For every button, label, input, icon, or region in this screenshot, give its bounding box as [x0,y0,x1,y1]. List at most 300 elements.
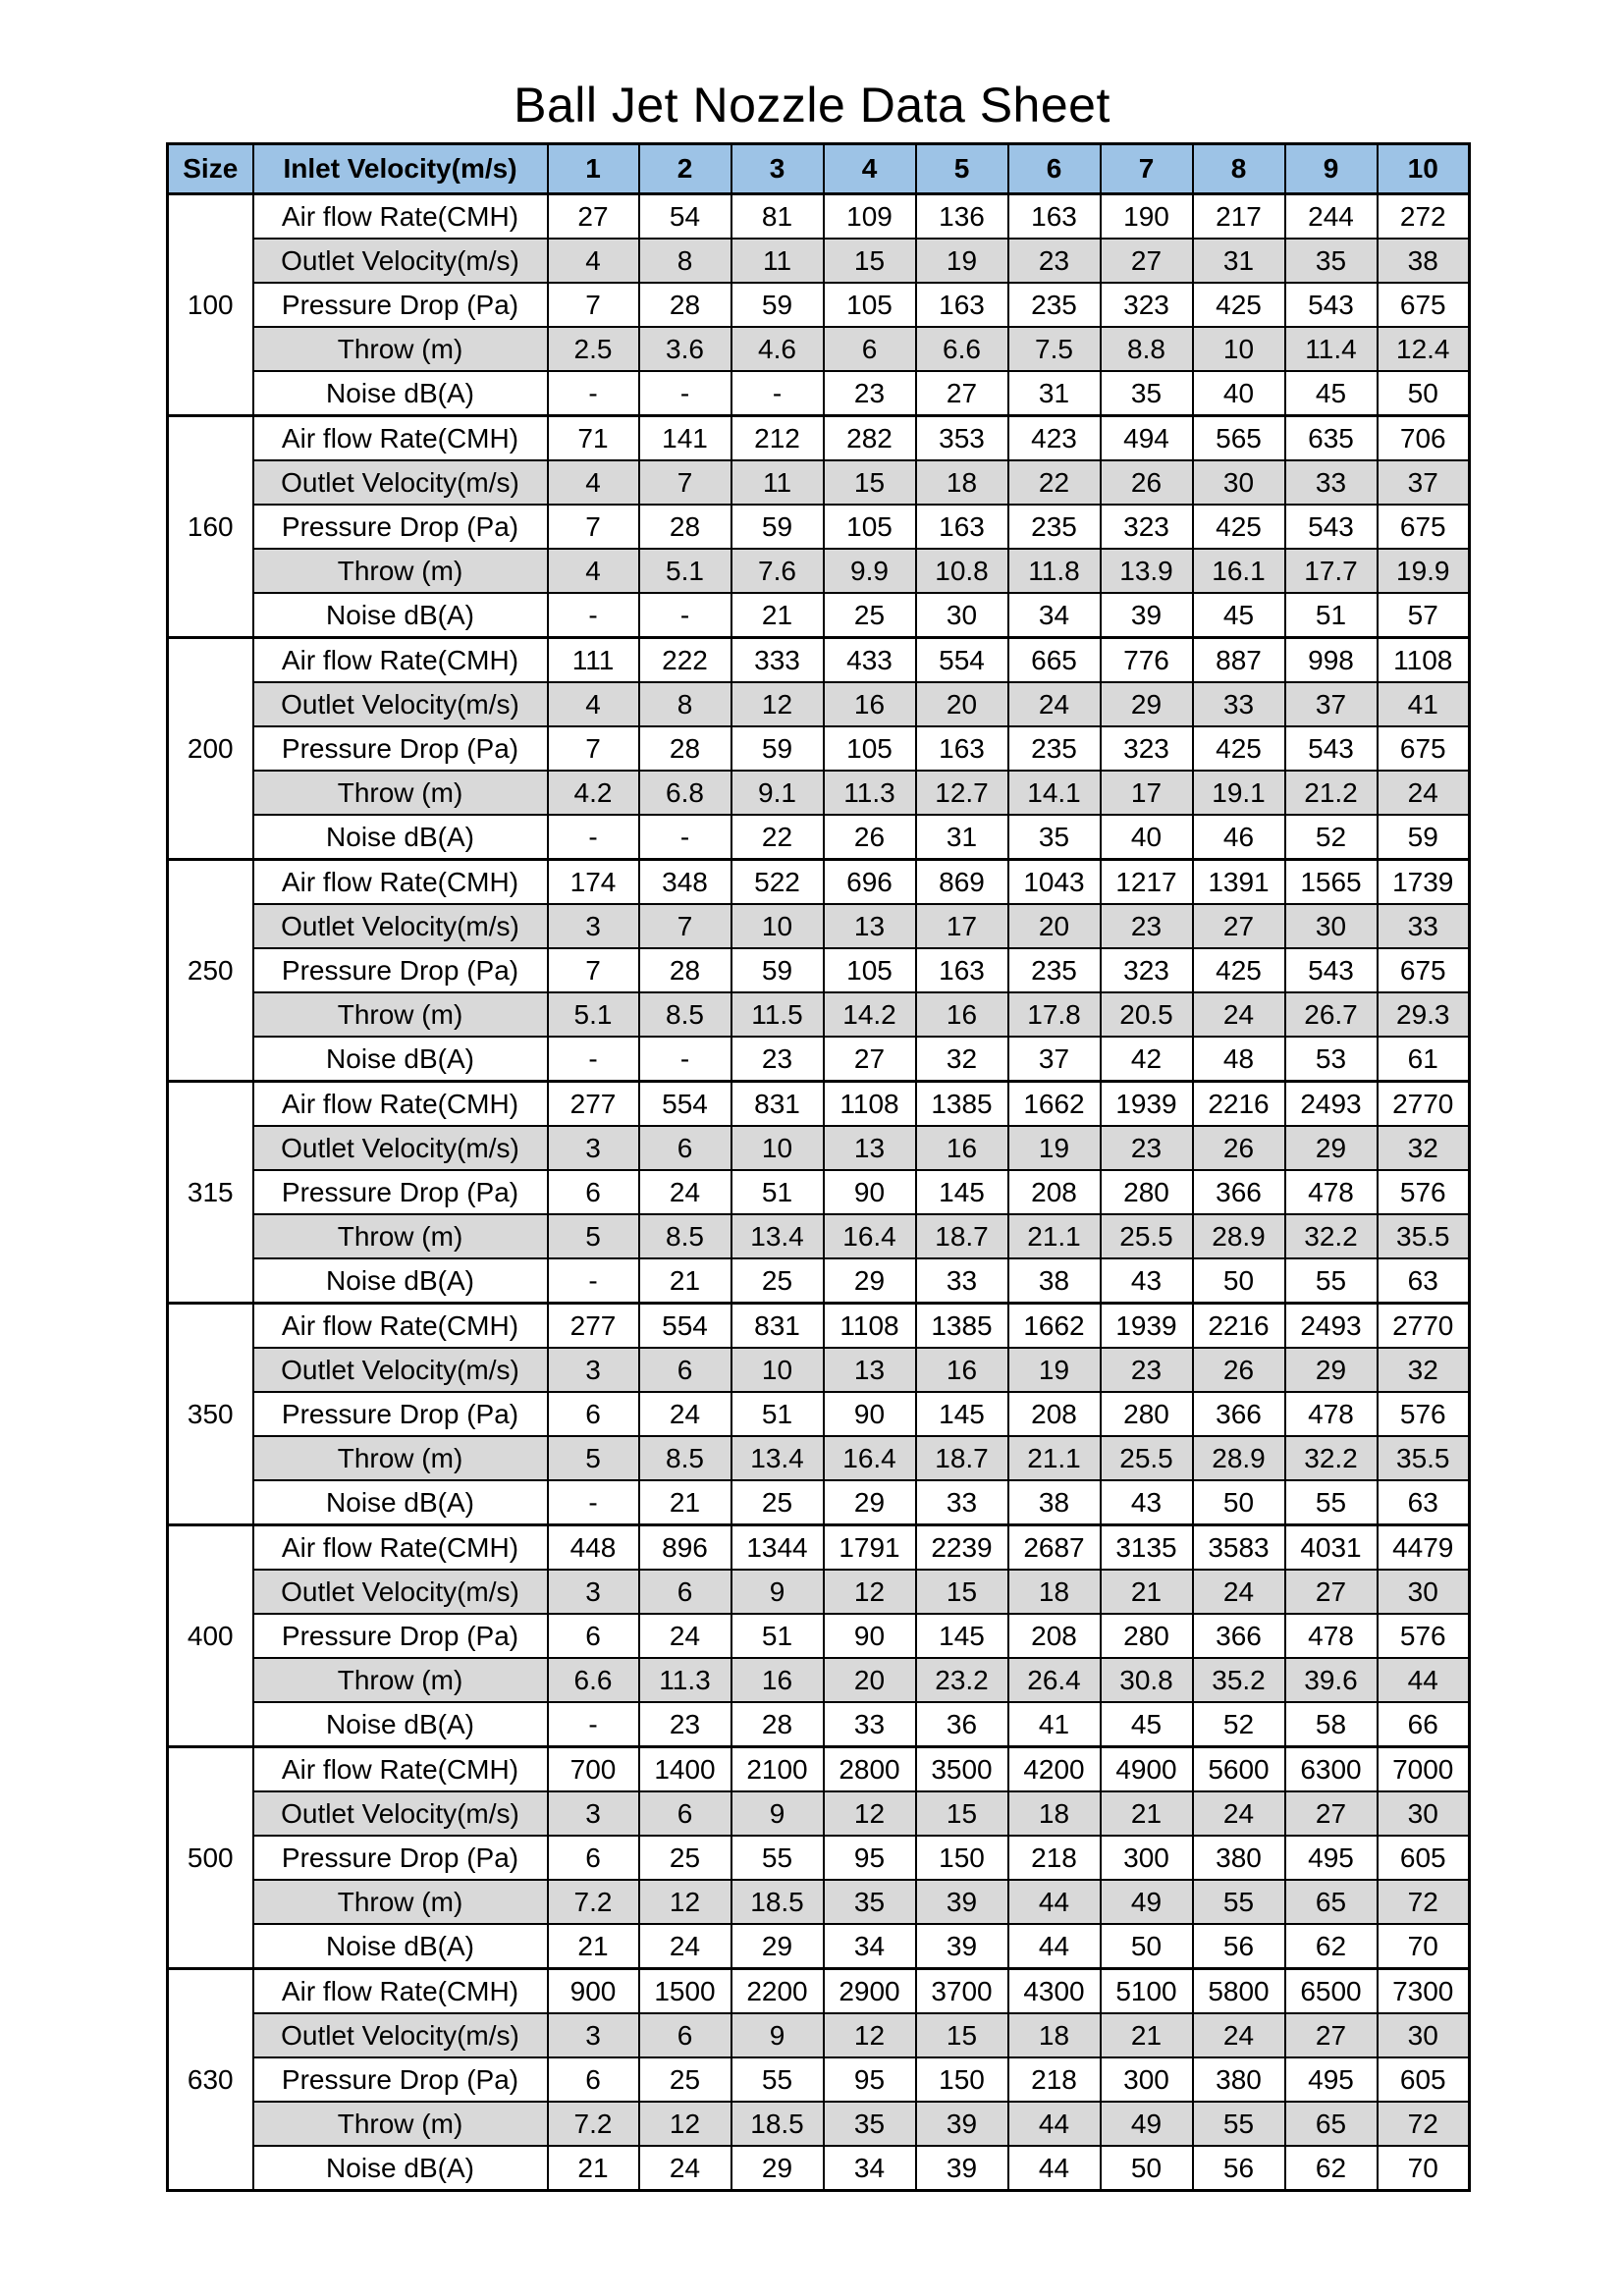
value-cell: 190 [1101,194,1193,240]
value-cell: 2770 [1378,1304,1470,1349]
parameter-label: Outlet Velocity(m/s) [253,1570,548,1614]
value-cell: 21 [1101,2013,1193,2057]
table-row [168,1525,1470,1571]
value-cell: 29 [824,1480,916,1525]
value-cell: 277 [548,1082,639,1127]
table-row [168,1126,1470,1170]
value-cell: 494 [1101,416,1193,461]
table-row [168,505,1470,549]
value-cell: 11.3 [639,1658,731,1702]
value-cell: 23 [639,1702,731,1747]
value-cell: 543 [1285,283,1378,327]
value-cell: 2493 [1285,1304,1378,1349]
value-cell: 34 [824,1924,916,1969]
value-cell: 56 [1193,1924,1285,1969]
value-cell: 12 [824,2013,916,2057]
table-row [168,1082,1470,1127]
value-cell: 6 [639,1126,731,1170]
parameter-label: Pressure Drop (Pa) [253,283,548,327]
value-cell: 111 [548,638,639,683]
value-cell: 896 [639,1525,731,1571]
value-cell: 706 [1378,416,1470,461]
value-cell: 24 [1378,771,1470,815]
value-cell: 25 [731,1258,824,1304]
value-cell: 208 [1008,1614,1101,1658]
value-cell: 478 [1285,1170,1378,1214]
value-cell: 61 [1378,1037,1470,1082]
value-cell: 14.2 [824,992,916,1037]
value-cell: 49 [1101,2102,1193,2146]
parameter-label: Air flow Rate(CMH) [253,1525,548,1571]
value-cell: 218 [1008,2057,1101,2102]
value-cell: 20 [916,682,1008,726]
value-cell: 675 [1378,283,1470,327]
parameter-label: Air flow Rate(CMH) [253,194,548,240]
value-cell: 21 [639,1258,731,1304]
value-cell: 35 [1101,371,1193,416]
value-cell: 55 [731,2057,824,2102]
value-cell: 11.3 [824,771,916,815]
value-cell: 4479 [1378,1525,1470,1571]
value-cell: 32.2 [1285,1436,1378,1480]
value-cell: 425 [1193,505,1285,549]
value-cell: 3135 [1101,1525,1193,1571]
value-cell: 55 [1193,1880,1285,1924]
page-title: Ball Jet Nozzle Data Sheet [514,78,1110,133]
value-cell: 272 [1378,194,1470,240]
value-cell: 22 [1008,460,1101,505]
value-cell: 3500 [916,1747,1008,1792]
value-cell: 2.5 [548,327,639,371]
value-cell: 30 [1378,1791,1470,1836]
value-cell: 53 [1285,1037,1378,1082]
value-cell: 576 [1378,1614,1470,1658]
value-cell: 18.5 [731,1880,824,1924]
value-cell: 163 [916,948,1008,992]
value-cell: 3.6 [639,327,731,371]
value-cell: 366 [1193,1614,1285,1658]
value-cell: 34 [824,2146,916,2191]
value-cell: 41 [1378,682,1470,726]
value-cell: 665 [1008,638,1101,683]
size-cell: 630 [168,1969,253,2191]
parameter-label: Outlet Velocity(m/s) [253,460,548,505]
table-row [168,726,1470,771]
value-cell: 7.2 [548,2102,639,2146]
value-cell: 6 [639,2013,731,2057]
value-cell: 17 [1101,771,1193,815]
value-cell: 35.2 [1193,1658,1285,1702]
value-cell: 366 [1193,1170,1285,1214]
value-cell: 218 [1008,1836,1101,1880]
parameter-label: Noise dB(A) [253,1702,548,1747]
value-cell: 35 [1008,815,1101,860]
value-cell: 6.8 [639,771,731,815]
value-cell: 24 [1193,992,1285,1037]
value-cell: 16.1 [1193,549,1285,593]
parameter-label: Outlet Velocity(m/s) [253,1348,548,1392]
table-row [168,2013,1470,2057]
value-cell: 25 [639,2057,731,2102]
parameter-label: Air flow Rate(CMH) [253,638,548,683]
value-cell: 7 [548,726,639,771]
value-cell: 2216 [1193,1304,1285,1349]
value-cell: 2200 [731,1969,824,2014]
value-cell: 4 [548,549,639,593]
value-cell: 11.5 [731,992,824,1037]
value-cell: 21 [548,2146,639,2191]
value-cell: 109 [824,194,916,240]
value-cell: 2216 [1193,1082,1285,1127]
parameter-label: Throw (m) [253,549,548,593]
value-cell: 244 [1285,194,1378,240]
value-cell: 51 [731,1614,824,1658]
value-cell: 25 [731,1480,824,1525]
table-row [168,194,1470,240]
value-cell: 300 [1101,2057,1193,2102]
value-cell: 18 [1008,1570,1101,1614]
value-cell: 3 [548,2013,639,2057]
table-row [168,860,1470,905]
table-row [168,1570,1470,1614]
value-cell: 3 [548,1570,639,1614]
table-row [168,593,1470,638]
value-cell: 2800 [824,1747,916,1792]
value-cell: 366 [1193,1392,1285,1436]
value-cell: 145 [916,1614,1008,1658]
value-cell: 3583 [1193,1525,1285,1571]
value-cell: 43 [1101,1258,1193,1304]
value-cell: 33 [824,1702,916,1747]
value-cell: 425 [1193,948,1285,992]
value-cell: 32 [1378,1348,1470,1392]
table-row [168,1258,1470,1304]
value-cell: 333 [731,638,824,683]
value-cell: 29 [1285,1348,1378,1392]
value-cell: 675 [1378,726,1470,771]
value-cell: 29 [824,1258,916,1304]
value-cell: 62 [1285,2146,1378,2191]
value-cell: 19 [916,239,1008,283]
value-cell: 34 [1008,593,1101,638]
value-cell: 45 [1101,1702,1193,1747]
value-cell: 70 [1378,2146,1470,2191]
value-cell: 831 [731,1082,824,1127]
value-cell: 10 [731,904,824,948]
value-cell: 23 [1101,904,1193,948]
value-cell: 70 [1378,1924,1470,1969]
value-cell: 1662 [1008,1082,1101,1127]
value-cell: 25 [824,593,916,638]
parameter-label: Throw (m) [253,1436,548,1480]
value-cell: 25 [639,1836,731,1880]
value-cell: - [548,1258,639,1304]
value-cell: 4031 [1285,1525,1378,1571]
table-row [168,371,1470,416]
value-cell: 163 [916,505,1008,549]
table-row [168,416,1470,461]
value-cell: 24 [639,1924,731,1969]
parameter-label: Noise dB(A) [253,1924,548,1969]
value-cell: 323 [1101,505,1193,549]
value-cell: 605 [1378,2057,1470,2102]
value-cell: 17 [916,904,1008,948]
parameter-label: Air flow Rate(CMH) [253,1747,548,1792]
value-cell: 51 [731,1392,824,1436]
table-row [168,549,1470,593]
value-cell: 6300 [1285,1747,1378,1792]
value-cell: 163 [916,283,1008,327]
value-cell: 12 [731,682,824,726]
value-cell: 32 [1378,1126,1470,1170]
velocity-header: 6 [1008,144,1101,194]
value-cell: 27 [1193,904,1285,948]
value-cell: 348 [639,860,731,905]
value-cell: 24 [639,1392,731,1436]
value-cell: 44 [1008,1880,1101,1924]
value-cell: 14.1 [1008,771,1101,815]
table-row [168,2057,1470,2102]
value-cell: 831 [731,1304,824,1349]
table-row [168,283,1470,327]
value-cell: 6 [639,1348,731,1392]
parameter-label: Outlet Velocity(m/s) [253,239,548,283]
value-cell: 95 [824,1836,916,1880]
value-cell: 208 [1008,1170,1101,1214]
velocity-header: 4 [824,144,916,194]
value-cell: 13 [824,1126,916,1170]
value-cell: 7000 [1378,1747,1470,1792]
value-cell: 32.2 [1285,1214,1378,1258]
value-cell: 8 [639,682,731,726]
value-cell: 38 [1008,1480,1101,1525]
value-cell: 576 [1378,1170,1470,1214]
value-cell: 280 [1101,1170,1193,1214]
value-cell: 24 [639,1614,731,1658]
parameter-label: Outlet Velocity(m/s) [253,1126,548,1170]
value-cell: 1385 [916,1304,1008,1349]
velocity-header: 9 [1285,144,1378,194]
value-cell: 90 [824,1392,916,1436]
value-cell: 45 [1193,593,1285,638]
value-cell: 2770 [1378,1082,1470,1127]
value-cell: 6 [548,2057,639,2102]
value-cell: 1043 [1008,860,1101,905]
value-cell: 52 [1193,1702,1285,1747]
value-cell: 21 [548,1924,639,1969]
value-cell: 19 [1008,1126,1101,1170]
value-cell: 30 [1378,2013,1470,2057]
value-cell: 71 [548,416,639,461]
value-cell: 62 [1285,1924,1378,1969]
value-cell: 433 [824,638,916,683]
value-cell: 28 [639,283,731,327]
value-cell: 51 [1285,593,1378,638]
value-cell: 30 [916,593,1008,638]
parameter-label: Throw (m) [253,2102,548,2146]
value-cell: 10 [1193,327,1285,371]
value-cell: 478 [1285,1614,1378,1658]
value-cell: 30.8 [1101,1658,1193,1702]
value-cell: 23.2 [916,1658,1008,1702]
value-cell: 33 [916,1258,1008,1304]
value-cell: 19.9 [1378,549,1470,593]
value-cell: 50 [1193,1258,1285,1304]
value-cell: 4.6 [731,327,824,371]
value-cell: 145 [916,1170,1008,1214]
value-cell: 2493 [1285,1082,1378,1127]
value-cell: 26 [1193,1348,1285,1392]
value-cell: 59 [731,505,824,549]
value-cell: 323 [1101,283,1193,327]
value-cell: 543 [1285,948,1378,992]
value-cell: 7.2 [548,1880,639,1924]
table-row [168,1037,1470,1082]
value-cell: 7 [639,460,731,505]
value-cell: 425 [1193,726,1285,771]
value-cell: 12 [639,2102,731,2146]
value-cell: 33 [916,1480,1008,1525]
value-cell: - [548,1702,639,1747]
size-cell: 160 [168,416,253,638]
value-cell: 13.9 [1101,549,1193,593]
value-cell: 1662 [1008,1304,1101,1349]
value-cell: 52 [1285,815,1378,860]
table-row [168,815,1470,860]
value-cell: 59 [1378,815,1470,860]
value-cell: 8.8 [1101,327,1193,371]
value-cell: 19.1 [1193,771,1285,815]
value-cell: 1939 [1101,1304,1193,1349]
value-cell: 13.4 [731,1214,824,1258]
value-cell: 8.5 [639,992,731,1037]
size-cell: 315 [168,1082,253,1304]
parameter-label: Air flow Rate(CMH) [253,1304,548,1349]
value-cell: 44 [1008,2102,1101,2146]
velocity-header: 10 [1378,144,1470,194]
value-cell: - [548,1037,639,1082]
value-cell: 163 [1008,194,1101,240]
value-cell: 576 [1378,1392,1470,1436]
value-cell: 38 [1378,239,1470,283]
parameter-label: Pressure Drop (Pa) [253,1836,548,1880]
value-cell: 26.7 [1285,992,1378,1037]
value-cell: 282 [824,416,916,461]
value-cell: 57 [1378,593,1470,638]
value-cell: 65 [1285,2102,1378,2146]
parameter-label: Pressure Drop (Pa) [253,2057,548,2102]
value-cell: 16 [731,1658,824,1702]
size-cell: 250 [168,860,253,1082]
value-cell: 24 [1193,1570,1285,1614]
table-row [168,460,1470,505]
value-cell: 35.5 [1378,1214,1470,1258]
value-cell: 30 [1378,1570,1470,1614]
value-cell: 37 [1378,460,1470,505]
value-cell: 105 [824,283,916,327]
velocity-header: 7 [1101,144,1193,194]
value-cell: 50 [1193,1480,1285,1525]
value-cell: 7.5 [1008,327,1101,371]
velocity-header: 8 [1193,144,1285,194]
value-cell: 10 [731,1126,824,1170]
value-cell: 39 [916,1924,1008,1969]
parameter-label: Throw (m) [253,992,548,1037]
value-cell: 27 [1285,1791,1378,1836]
value-cell: 31 [1193,239,1285,283]
value-cell: - [548,371,639,416]
value-cell: 7 [639,904,731,948]
value-cell: 635 [1285,416,1378,461]
value-cell: 26.4 [1008,1658,1101,1702]
table-row [168,1348,1470,1392]
value-cell: 6 [548,1392,639,1436]
value-cell: 280 [1101,1614,1193,1658]
value-cell: 13 [824,1348,916,1392]
parameter-label: Outlet Velocity(m/s) [253,904,548,948]
table-row [168,1747,1470,1792]
table-row [168,2102,1470,2146]
value-cell: 27 [916,371,1008,416]
value-cell: 300 [1101,1836,1193,1880]
table-row [168,1304,1470,1349]
table-row [168,948,1470,992]
parameter-label: Noise dB(A) [253,1258,548,1304]
value-cell: - [639,815,731,860]
value-cell: 323 [1101,726,1193,771]
value-cell: 6 [639,1791,731,1836]
value-cell: 4900 [1101,1747,1193,1792]
value-cell: 35.5 [1378,1436,1470,1480]
value-cell: 18.7 [916,1214,1008,1258]
value-cell: 380 [1193,1836,1285,1880]
parameter-label: Outlet Velocity(m/s) [253,1791,548,1836]
value-cell: 9 [731,2013,824,2057]
parameter-label: Air flow Rate(CMH) [253,860,548,905]
value-cell: 24 [1008,682,1101,726]
value-cell: 887 [1193,638,1285,683]
table-row [168,682,1470,726]
value-cell: 17.8 [1008,992,1101,1037]
value-cell: 5800 [1193,1969,1285,2014]
value-cell: 15 [916,2013,1008,2057]
value-cell: 7 [548,283,639,327]
value-cell: 16 [916,1126,1008,1170]
value-cell: 29 [1101,682,1193,726]
value-cell: 21 [731,593,824,638]
header-row [168,144,1470,194]
value-cell: - [731,371,824,416]
value-cell: 23 [1101,1348,1193,1392]
parameter-label: Throw (m) [253,327,548,371]
velocity-header: 2 [639,144,731,194]
value-cell: 65 [1285,1880,1378,1924]
value-cell: 543 [1285,726,1378,771]
value-cell: 208 [1008,1392,1101,1436]
value-cell: 23 [1008,239,1101,283]
value-cell: 16.4 [824,1214,916,1258]
value-cell: 42 [1101,1037,1193,1082]
value-cell: 39 [916,1880,1008,1924]
value-cell: 10.8 [916,549,1008,593]
value-cell: 6 [548,1170,639,1214]
value-cell: 21.2 [1285,771,1378,815]
value-cell: 423 [1008,416,1101,461]
value-cell: 18.7 [916,1436,1008,1480]
value-cell: 323 [1101,948,1193,992]
value-cell: 30 [1285,904,1378,948]
value-cell: 20 [824,1658,916,1702]
